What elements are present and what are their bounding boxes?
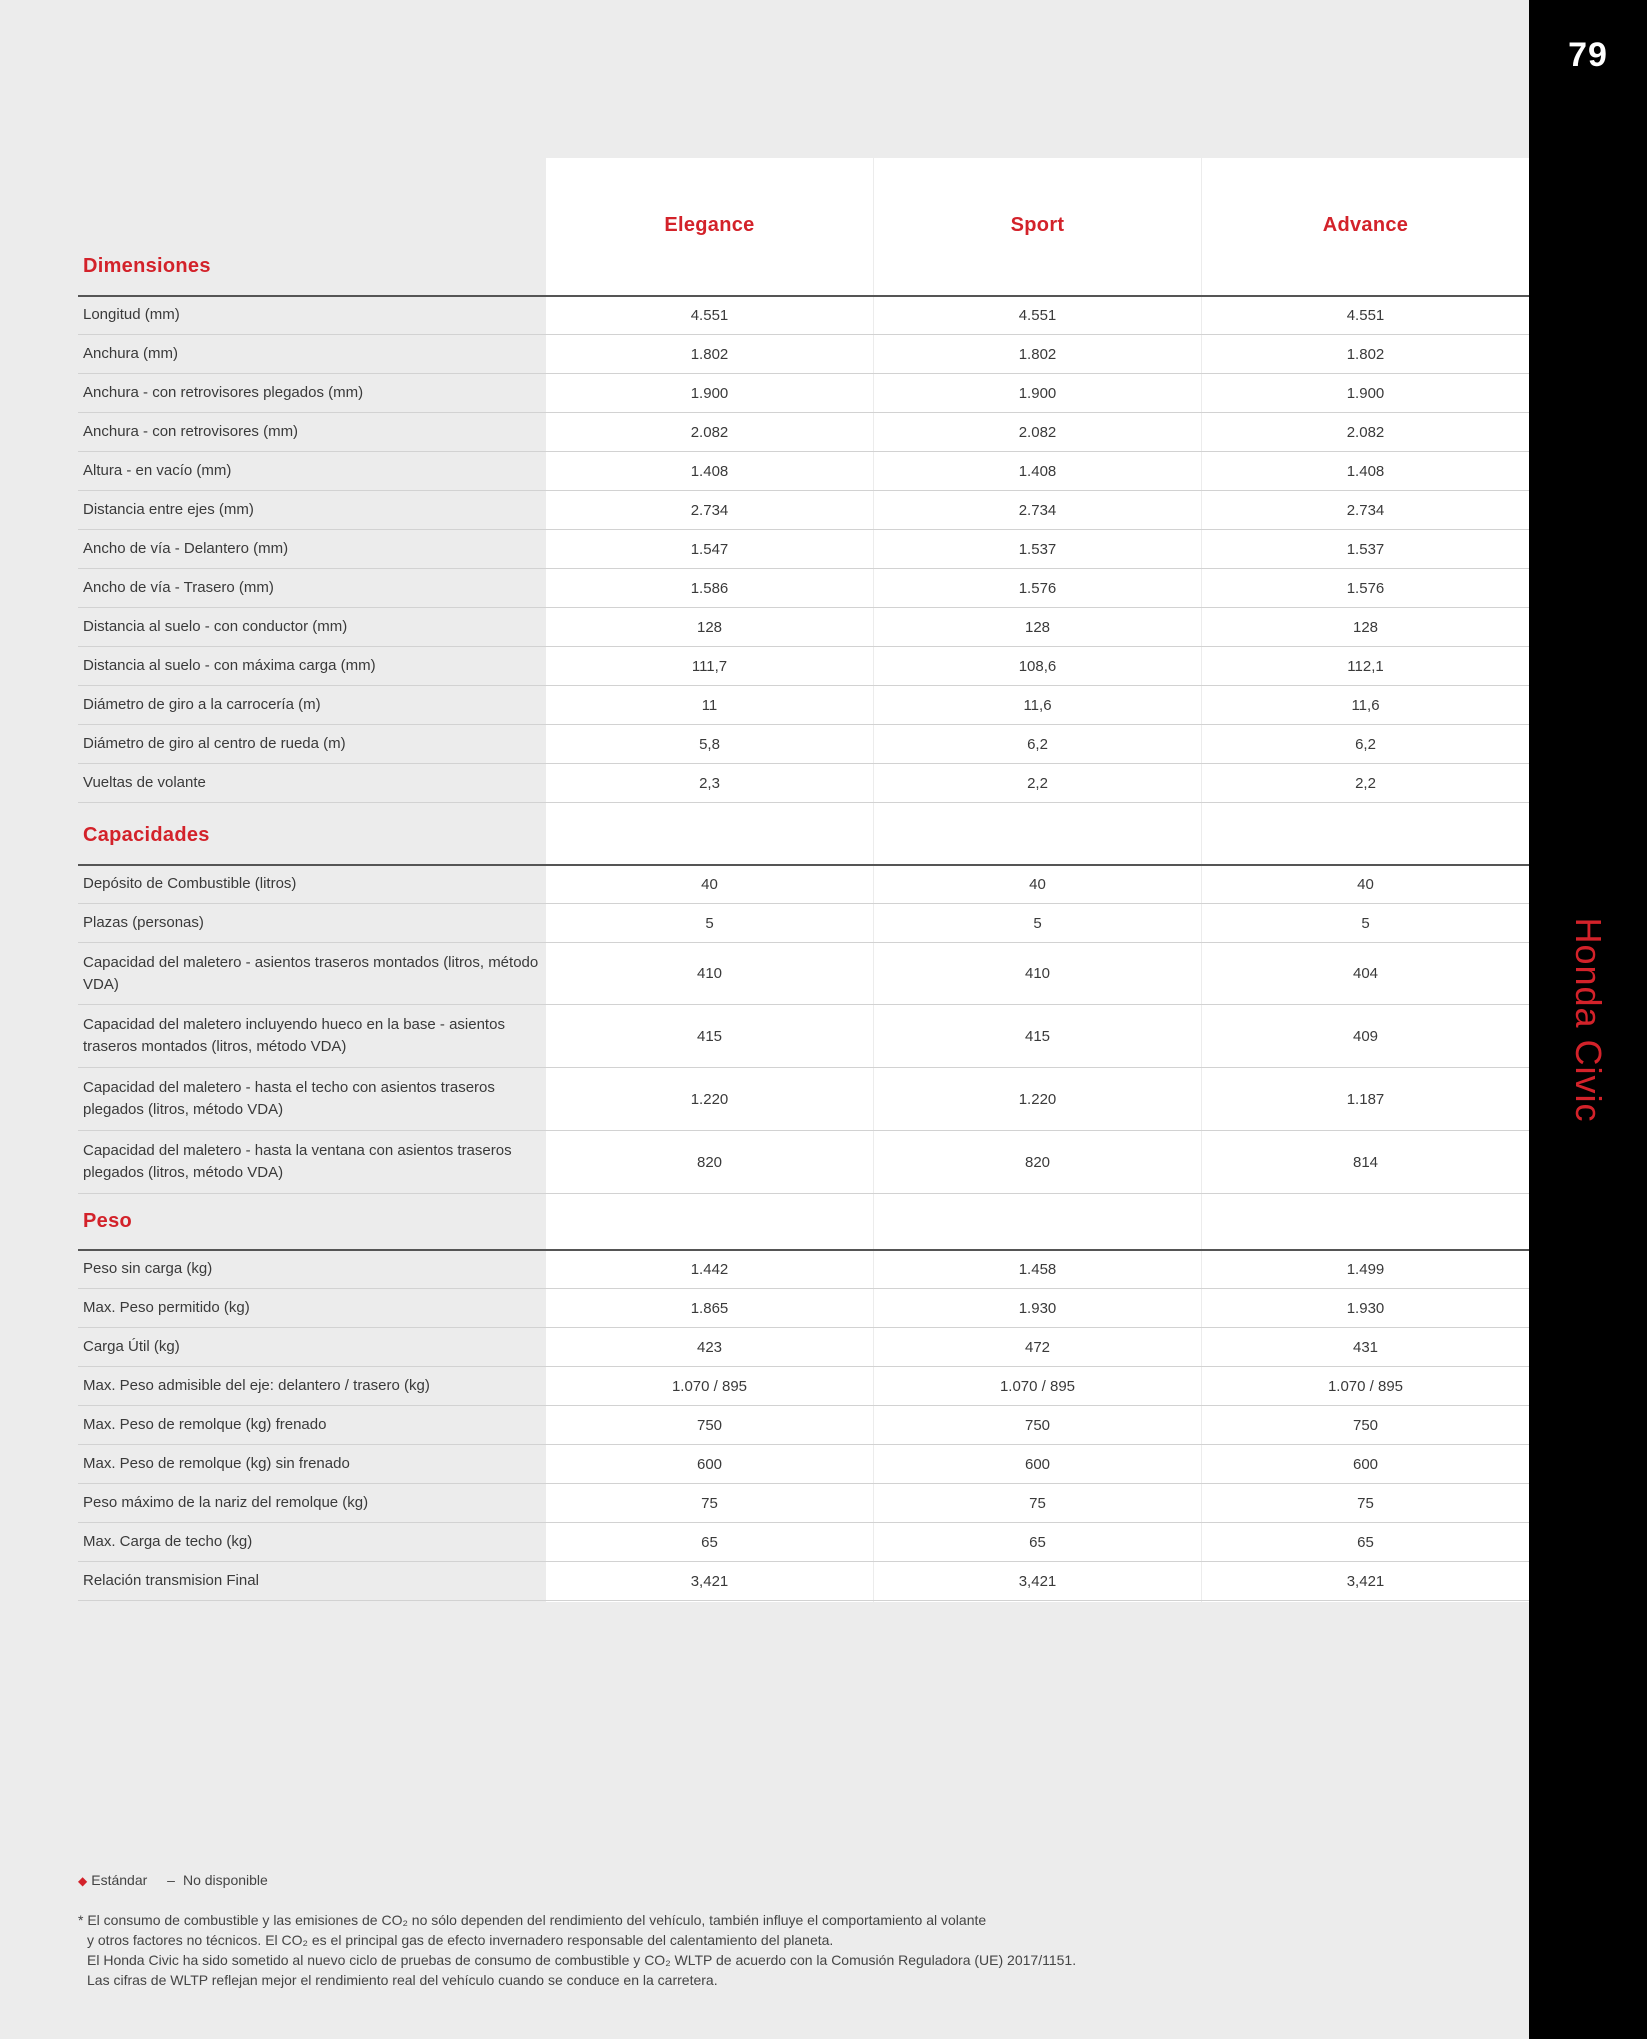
- row-value: 423: [696, 1338, 723, 1356]
- row-label: Capacidad del maletero incluyendo hueco en la base - asientos traseros montados (litros, método VDA): [83, 1016, 505, 1055]
- row-label: Plazas (personas): [83, 914, 204, 931]
- row-value: 1.408: [690, 462, 729, 480]
- row-value: 11,6: [1023, 696, 1052, 714]
- row-label: Max. Carga de techo (kg): [83, 1533, 253, 1550]
- row-value: 750: [1352, 1416, 1379, 1434]
- row-value: 65: [1357, 1533, 1374, 1551]
- row-value: 65: [701, 1533, 718, 1551]
- row-value: 2.082: [1346, 423, 1385, 441]
- row-value: 5: [1361, 914, 1370, 932]
- row-value: 111,7: [691, 657, 728, 675]
- row-label: Max. Peso permitido (kg): [83, 1299, 250, 1316]
- row-value: 112,1: [1347, 657, 1384, 675]
- row-label: Longitud (mm): [83, 306, 180, 323]
- row-value: 750: [696, 1416, 723, 1434]
- row-value: 750: [1024, 1416, 1051, 1434]
- row-label: Peso sin carga (kg): [83, 1260, 213, 1277]
- row-label: Capacidad del maletero - hasta el techo con asientos traseros plegados (litros, método VDA): [83, 1079, 495, 1118]
- table-row: [78, 1131, 1529, 1194]
- row-label: Distancia entre ejes (mm): [83, 501, 254, 518]
- row-value: 410: [1024, 965, 1051, 982]
- row-value: 415: [1024, 1027, 1051, 1045]
- table-row: [78, 943, 1529, 1005]
- table-row: [78, 1562, 1529, 1601]
- page-number: 79: [1568, 36, 1608, 74]
- section-title: Peso: [83, 1210, 133, 1232]
- table-row: [78, 904, 1529, 943]
- table-row: [78, 1005, 1529, 1068]
- row-value: 410: [696, 965, 723, 982]
- legend: [78, 1872, 268, 1888]
- row-value: 1.930: [1346, 1299, 1385, 1317]
- row-value: 1.865: [690, 1299, 729, 1317]
- table-row: [78, 530, 1529, 569]
- table-row: [78, 1445, 1529, 1484]
- table-row: [78, 491, 1529, 530]
- row-value: 75: [1357, 1494, 1374, 1512]
- row-value: 2.734: [690, 501, 729, 519]
- row-value: 128: [1352, 618, 1379, 636]
- table-row: [78, 725, 1529, 764]
- row-value: 1.220: [690, 1090, 729, 1108]
- table-row: [78, 1328, 1529, 1367]
- row-label: Max. Peso de remolque (kg) sin frenado: [83, 1455, 350, 1472]
- row-value: 1.576: [1018, 579, 1057, 597]
- row-value: 3,421: [1346, 1572, 1385, 1590]
- row-value: 1.900: [1018, 384, 1057, 402]
- section-title: Capacidades: [83, 824, 210, 846]
- row-value: 1.930: [1018, 1299, 1057, 1317]
- table-row: [78, 1406, 1529, 1445]
- table-row: [78, 296, 1529, 335]
- row-label: Ancho de vía - Delantero (mm): [83, 540, 289, 557]
- row-value: 2,2: [1027, 774, 1048, 792]
- footnote-line: y otros factores no técnicos. El CO₂ es el principal gas de efecto invernadero responsable del calentamiento del planeta.: [87, 1932, 834, 1948]
- row-value: 404: [1352, 965, 1379, 982]
- row-value: 1.220: [1018, 1090, 1057, 1108]
- row-label: Capacidad del maletero - asientos traseros montados (litros, método VDA): [83, 953, 539, 993]
- row-value: 1.070 / 895: [999, 1377, 1076, 1395]
- row-value: 2.734: [1018, 501, 1057, 519]
- row-value: 5: [1033, 914, 1042, 932]
- row-value: 4.551: [690, 306, 729, 324]
- table-row: [78, 1068, 1529, 1131]
- table-row: [78, 1523, 1529, 1562]
- row-value: 1.187: [1346, 1090, 1385, 1108]
- footnote-line: El Honda Civic ha sido sometido al nuevo ciclo de pruebas de consumo de combustible y CO₂ WLTP de acuerdo con la Comusión Reguladora (UE) 2017/1151.: [87, 1952, 1077, 1968]
- row-value: 600: [1352, 1455, 1379, 1473]
- row-value: 1.458: [1018, 1260, 1057, 1278]
- row-value: 1.900: [1346, 384, 1385, 402]
- row-value: 1.408: [1018, 462, 1057, 480]
- row-value: 128: [1024, 618, 1051, 636]
- row-value: 128: [696, 618, 723, 636]
- dash-icon: –: [167, 1872, 175, 1888]
- row-value: 6,2: [1355, 735, 1376, 753]
- column-header-elegance: Elegance: [664, 214, 755, 236]
- table-row: [78, 865, 1529, 904]
- row-value: 1.070 / 895: [671, 1377, 748, 1395]
- row-value: 2.082: [1018, 423, 1057, 441]
- row-value: 11,6: [1351, 696, 1380, 714]
- table-row: [78, 608, 1529, 647]
- row-value: 409: [1352, 1027, 1379, 1045]
- row-label: Depósito de Combustible (litros): [83, 875, 297, 892]
- row-value: 5,8: [699, 735, 720, 753]
- row-value: 75: [701, 1494, 718, 1512]
- row-value: 5: [705, 914, 714, 932]
- row-value: 600: [1024, 1455, 1051, 1473]
- row-value: 65: [1029, 1533, 1046, 1551]
- row-label: Peso máximo de la nariz del remolque (kg): [83, 1494, 369, 1511]
- row-value: 2.734: [1346, 501, 1385, 519]
- row-value: 11: [701, 696, 718, 714]
- row-label: Max. Peso admisible del eje: delantero / trasero (kg): [83, 1377, 430, 1394]
- row-value: 75: [1029, 1494, 1046, 1512]
- row-value: 2.082: [690, 423, 729, 441]
- row-label: Vueltas de volante: [83, 774, 206, 791]
- row-value: 600: [696, 1455, 723, 1473]
- row-value: 1.802: [1346, 345, 1385, 363]
- table-row: [78, 1484, 1529, 1523]
- row-value: 1.499: [1346, 1260, 1385, 1278]
- table-row: [78, 1289, 1529, 1328]
- table-row: [78, 569, 1529, 608]
- row-value: 4.551: [1018, 306, 1057, 324]
- row-value: 1.576: [1346, 579, 1385, 597]
- row-value: 472: [1024, 1338, 1051, 1356]
- row-value: 3,421: [690, 1572, 729, 1590]
- table-row: [78, 1367, 1529, 1406]
- row-value: 1.547: [690, 540, 729, 558]
- footnote-line: Las cifras de WLTP reflejan mejor el rendimiento real del vehículo cuando se conduce en la carretera.: [87, 1972, 718, 1988]
- footnote: [78, 1910, 1238, 1990]
- section-title: Dimensiones: [83, 255, 211, 277]
- row-value: 820: [1024, 1153, 1051, 1171]
- row-value: 820: [696, 1153, 723, 1171]
- row-value: 40: [701, 875, 718, 893]
- row-value: 415: [696, 1027, 723, 1045]
- row-value: 6,2: [1027, 735, 1048, 753]
- table-row: [78, 647, 1529, 686]
- row-value: 1.537: [1346, 540, 1385, 558]
- brand-title: Honda Civic: [1568, 917, 1609, 1123]
- row-value: 431: [1352, 1338, 1379, 1356]
- row-value: 1.070 / 895: [1327, 1377, 1404, 1395]
- table-row: [78, 452, 1529, 491]
- row-value: 108,6: [1018, 657, 1057, 675]
- row-value: 1.537: [1018, 540, 1057, 558]
- row-value: 1.586: [690, 579, 729, 597]
- table-row: [78, 413, 1529, 452]
- table-row: [78, 686, 1529, 725]
- row-label: Carga Útil (kg): [83, 1338, 180, 1355]
- row-label: Max. Peso de remolque (kg) frenado: [83, 1416, 327, 1433]
- row-label: Altura - en vacío (mm): [83, 462, 232, 479]
- column-header-sport: Sport: [1010, 214, 1065, 236]
- row-label: Anchura - con retrovisores plegados (mm): [83, 384, 364, 401]
- row-label: Relación transmision Final: [83, 1572, 259, 1589]
- row-label: Diámetro de giro a la carrocería (m): [83, 696, 321, 713]
- row-value: 2,3: [699, 774, 720, 792]
- row-label: Diámetro de giro al centro de rueda (m): [83, 735, 346, 752]
- row-value: 1.442: [690, 1260, 729, 1278]
- footnote-line: * El consumo de combustible y las emisiones de CO₂ no sólo dependen del rendimiento del vehículo, también influye el comportamiento al volante: [78, 1912, 987, 1928]
- row-value: 1.802: [1018, 345, 1057, 363]
- row-value: 1.802: [690, 345, 729, 363]
- legend-unavailable-label: No disponible: [182, 1872, 268, 1888]
- row-value: 1.408: [1346, 462, 1385, 480]
- row-value: 814: [1352, 1153, 1379, 1171]
- row-label: Ancho de vía - Trasero (mm): [83, 579, 274, 596]
- row-value: 40: [1357, 875, 1374, 893]
- row-value: 1.900: [690, 384, 729, 402]
- row-label: Anchura - con retrovisores (mm): [83, 423, 299, 440]
- row-value: 40: [1029, 875, 1046, 893]
- legend-standard-label: Estándar: [91, 1872, 148, 1888]
- row-label: Distancia al suelo - con conductor (mm): [83, 618, 348, 635]
- table-row: [78, 764, 1529, 803]
- row-value: 2,2: [1355, 774, 1376, 792]
- diamond-icon: ◆: [78, 1874, 88, 1888]
- table-row: [78, 374, 1529, 413]
- row-label: Capacidad del maletero - hasta la ventana con asientos traseros plegados (litros, método VDA): [83, 1142, 512, 1181]
- row-value: 4.551: [1346, 306, 1385, 324]
- row-value: 3,421: [1018, 1572, 1057, 1590]
- table-row: [78, 335, 1529, 374]
- row-label: Anchura (mm): [83, 345, 179, 362]
- column-header-advance: Advance: [1322, 214, 1409, 236]
- table-row: [78, 1250, 1529, 1289]
- row-label: Distancia al suelo - con máxima carga (mm): [83, 657, 376, 674]
